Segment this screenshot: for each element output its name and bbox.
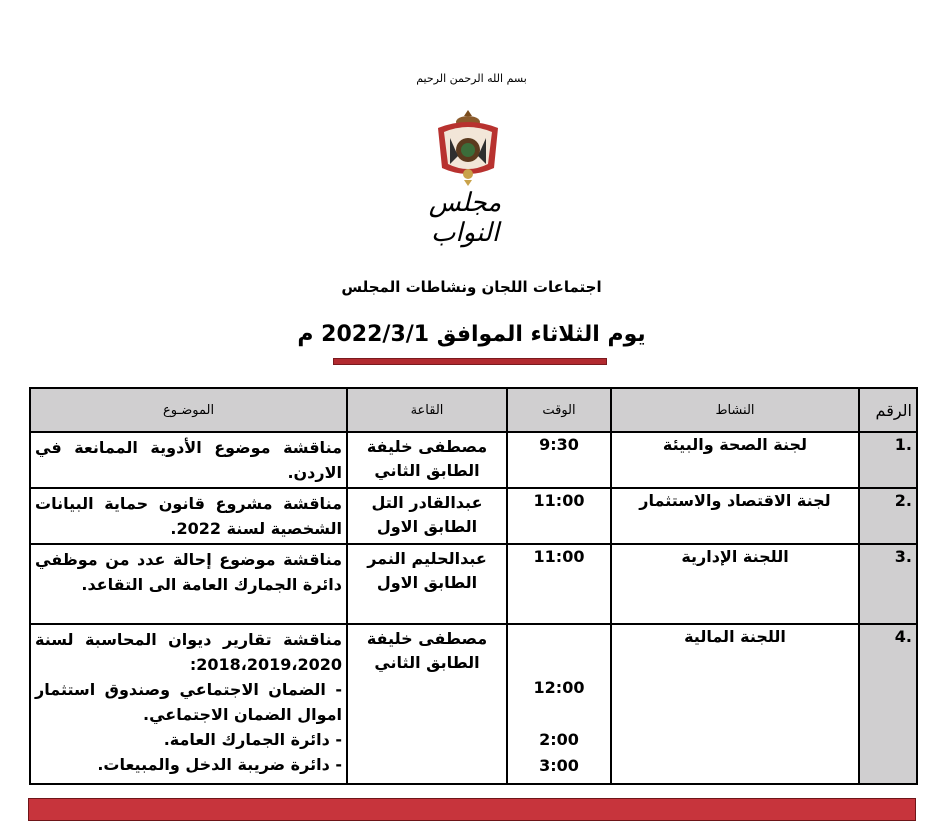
table-row (30, 432, 917, 488)
row-topic: مناقشة مشروع قانون حماية البيانات الشخصية لسنة 2022. (30, 488, 347, 544)
topic-item: - الضمان الاجتماعي وصندوق استثمار اموال الضمان الاجتماعي. (35, 680, 342, 724)
row-number: .1 (859, 432, 917, 488)
table-row (30, 544, 917, 624)
row-hall (347, 488, 507, 544)
hall-floor: الطابق الثاني (374, 653, 480, 672)
row-number: .2 (859, 488, 917, 544)
row-activity: اللجنة المالية (611, 624, 859, 784)
time-slot: 2:00 (539, 730, 579, 749)
column-header-topic: الموضـوع (30, 388, 347, 432)
row-activity: لجنة الصحة والبيئة (611, 432, 859, 488)
basmala-text: بسم الله الرحمن الرحيم (416, 72, 527, 85)
time-slot: 3:00 (539, 756, 579, 775)
table-row (30, 624, 917, 784)
row-hall (347, 624, 507, 784)
column-header-activity: النشاط (611, 388, 859, 432)
hall-floor: الطابق الاول (376, 573, 478, 592)
row-time: 9:30 (507, 432, 611, 488)
row-time: 11:00 (507, 488, 611, 544)
jordan-coat-of-arms-icon (428, 108, 508, 188)
row-hall (347, 544, 507, 624)
footer-bar (28, 798, 916, 821)
page-heading: اجتماعات اللجان ونشاطات المجلس (341, 278, 602, 296)
row-activity: اللجنة الإدارية (611, 544, 859, 624)
hall-name: عبدالحليم النمر (367, 549, 487, 568)
table-row (30, 488, 917, 544)
hall-name: عبدالقادر التل (371, 493, 483, 512)
row-topic (30, 624, 347, 784)
council-name-logo: مجلس النواب (428, 188, 502, 248)
row-number: .4 (859, 624, 917, 784)
row-topic: مناقشة موضوع إحالة عدد من موظفي دائرة الجمارك العامة الى التقاعد. (30, 544, 347, 624)
schedule-table (29, 387, 918, 785)
title-underline-bar (333, 358, 607, 365)
table-header-row (30, 388, 917, 432)
hall-floor: الطابق الثاني (374, 461, 480, 480)
row-activity: لجنة الاقتصاد والاستثمار (611, 488, 859, 544)
hall-floor: الطابق الاول (376, 517, 478, 536)
topic-intro: مناقشة تقارير ديوان المحاسبة لسنة 2018،2019،2020: (35, 630, 342, 674)
date-line: يوم الثلاثاء الموافق 2022/3/1 م (297, 322, 646, 347)
column-header-num: الرقم (859, 388, 917, 432)
time-slot: 12:00 (533, 678, 585, 697)
column-header-hall: القاعة (347, 388, 507, 432)
row-time: 11:00 (507, 544, 611, 624)
topic-item: - دائرة ضريبة الدخل والمبيعات. (97, 755, 342, 774)
column-header-time: الوقت (507, 388, 611, 432)
row-number: .3 (859, 544, 917, 624)
hall-name: مصطفى خليفة (366, 437, 488, 456)
topic-item: - دائرة الجمارك العامة. (163, 730, 342, 749)
hall-name: مصطفى خليفة (366, 629, 488, 648)
row-topic: مناقشة موضوع الأدوية الممانعة في الاردن. (30, 432, 347, 488)
row-hall (347, 432, 507, 488)
row-time (507, 624, 611, 784)
